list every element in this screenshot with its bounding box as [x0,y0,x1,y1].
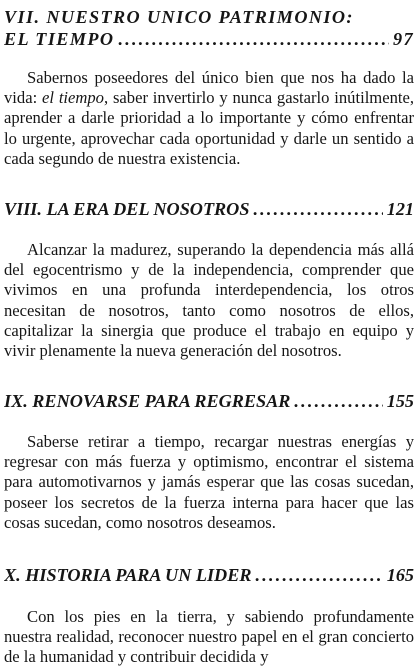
dot-leader [249,198,382,220]
chapter-heading-vii-line2 [4,28,414,50]
summary-vii-emphasis: el tiempo [42,88,104,108]
chapter-summary-ix: Saberse retirar a tiempo, recargar nuestras energías y regresar con más fuerza y optimismo, encontrar el sistema para automotivarnos y jamás esperar que las cosas sucedan, poseer los secretos de la fuerza interna para hacer que las cosas sucedan, como nosotros deseamos. [4,432,414,532]
dot-leader [290,390,382,412]
chapter-summary-viii: Alcanzar la madurez, superando la dependencia más allá del egocentrismo y de la independencia, comprender que vivimos en una profunda interdependencia, los otros necesitan de nosotros, tanto como nosotros de ellos, capitalizar la sinergia que produce el trabajo en equipo y vivir plenamente la nueva generación del nosotros. [4,240,414,361]
chapter-heading-x-line [4,564,414,586]
chapter-title-ix: IX. RENOVARSE PARA REGRESAR [4,391,291,411]
chapter-summary-vii [4,68,414,169]
chapter-summary-x: Con los pies en la tierra, y sabiendo profundamente nuestra realidad, reconocer nuestro papel en el gran concierto de la humanidad y contribuir decidida y [4,607,414,667]
chapter-title-vii-line2: EL TIEMPO [4,29,115,49]
chapter-heading-viii-line [4,198,414,220]
chapter-heading-ix[interactable] [4,390,414,412]
summary-vii-text-before: Sabernos poseedores del único bien que nos ha dado la vida: [4,68,414,108]
chapter-heading-viii[interactable] [4,198,414,220]
dot-leader [251,564,382,586]
chapter-title-viii: VIII. LA ERA DEL NOSOTROS [4,199,250,219]
chapter-heading-ix-line [4,390,414,412]
chapter-title-x: X. HISTORIA PARA UN LIDER [4,565,252,585]
chapter-heading-vii-line1 [4,6,414,28]
chapter-heading-vii[interactable] [4,6,414,50]
chapter-page-number-viii: 121 [386,199,414,219]
dot-leader [114,28,389,50]
chapter-page-number-vii: 97 [393,29,414,49]
chapter-title-vii-line1: VII. NUESTRO UNICO PATRIMONIO: [4,7,354,27]
chapter-page-number-ix: 155 [386,391,414,411]
summary-vii-text-after: , saber invertirlo y nunca gastarlo inútilmente, aprender a darle prioridad a lo importante y cómo enfrentar lo urgente, aprovechar cada oportunidad y darle un sentido a cada segundo de nuestra existencia. [4,88,414,168]
chapter-heading-x[interactable] [4,564,414,586]
chapter-page-number-x: 165 [386,565,414,585]
